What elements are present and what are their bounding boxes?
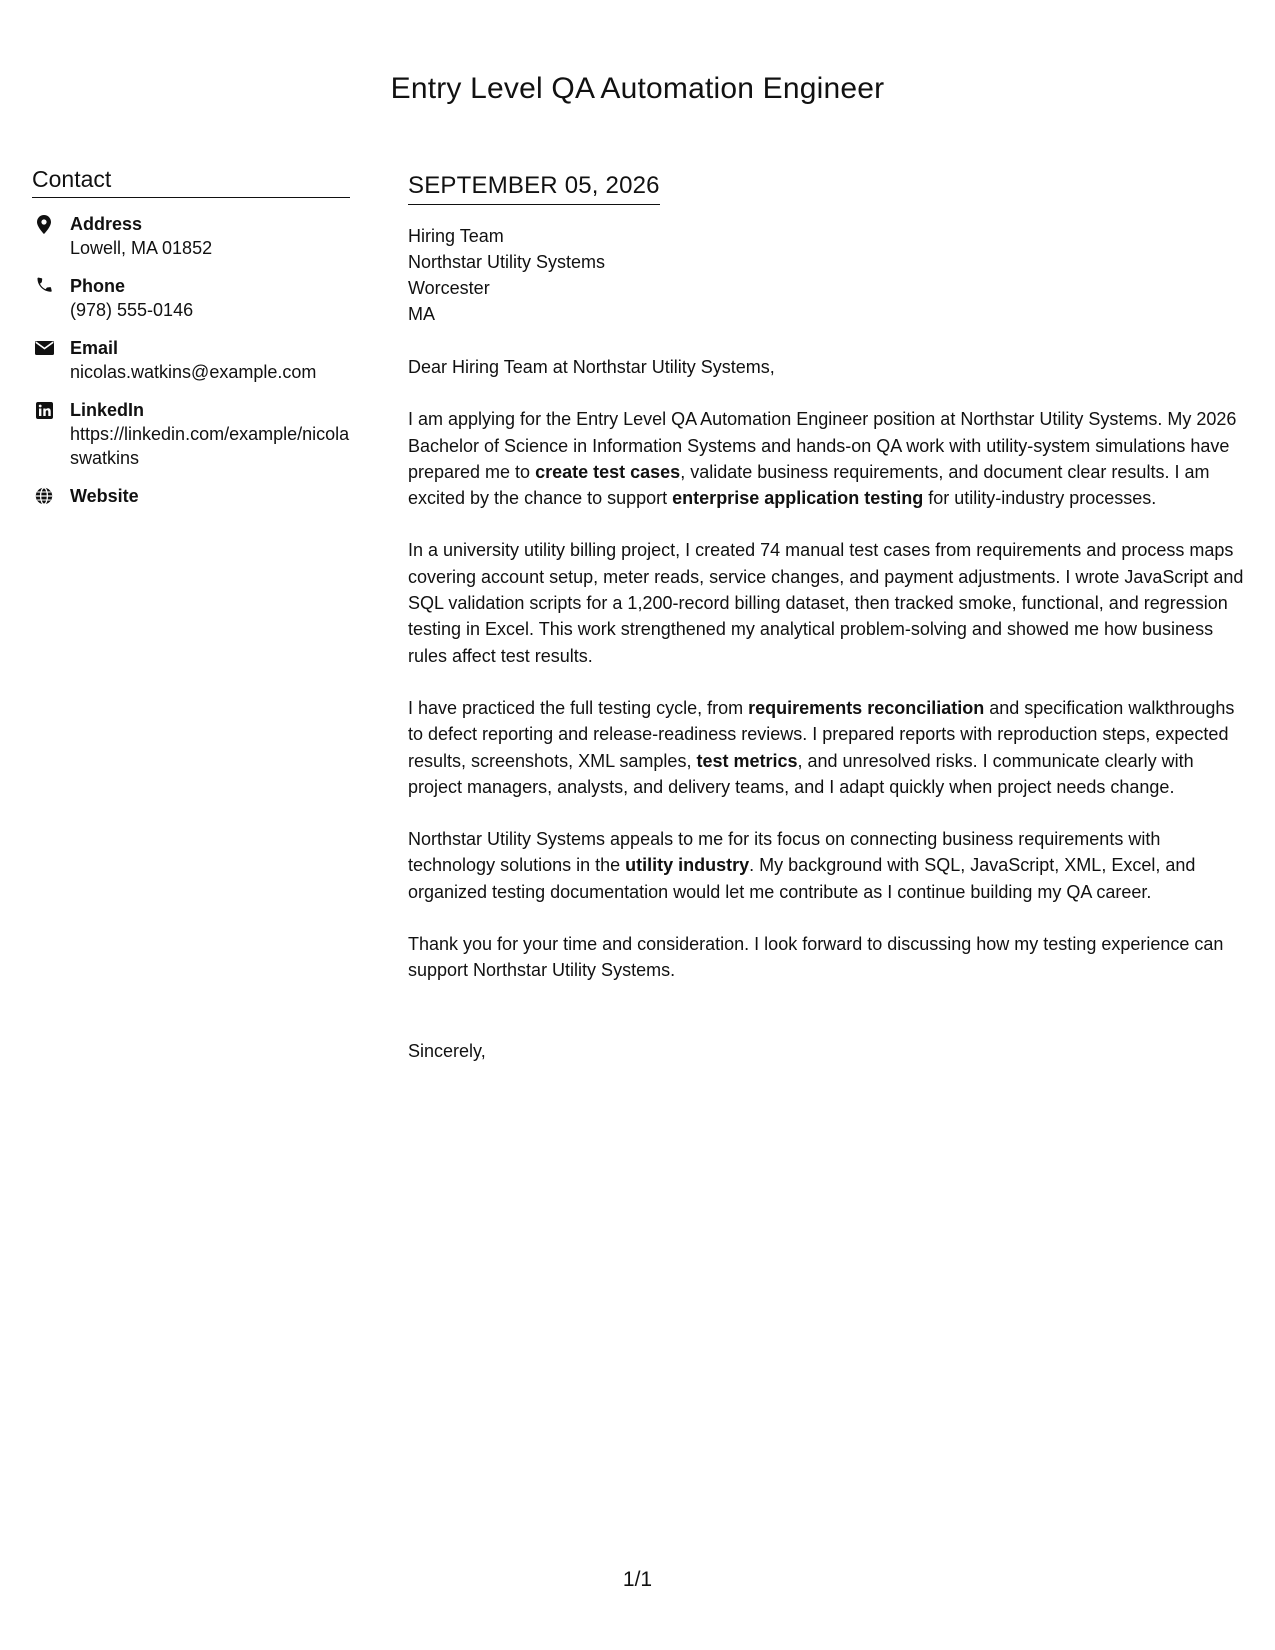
globe-icon	[32, 485, 56, 507]
paragraph-1	[408, 406, 1250, 511]
phone-label: Phone	[70, 276, 126, 296]
letter-date: SEPTEMBER 05, 2026	[408, 170, 660, 205]
text-span: and specification walkthroughs to defect reporting and release-readiness reviews. I prepared reports with reproduction steps, expected results, screenshots, XML samples,	[408, 697, 1235, 771]
phone-icon	[32, 275, 56, 297]
contact-address	[32, 212, 350, 260]
salutation: Dear Hiring Team at Northstar Utility Systems,	[408, 357, 775, 377]
map-pin-icon	[32, 213, 56, 235]
text-span: for utility-industry processes.	[923, 488, 1157, 509]
contact-linkedin	[32, 398, 350, 470]
phone-value: (978) 555-0146	[70, 300, 194, 320]
recipient-line: MA	[408, 304, 435, 324]
bold-keyword: requirements reconciliation	[748, 697, 985, 718]
text-span: . My background with SQL, JavaScript, XML, Excel, and organized testing documentation would let me contribute as I continue building my QA career.	[408, 855, 1196, 902]
bold-keyword: enterprise application testing	[672, 488, 924, 509]
contact-sidebar	[32, 166, 350, 522]
contact-email	[32, 336, 350, 384]
text-span: I have practiced the full testing cycle, from	[408, 697, 749, 718]
linkedin-value[interactable]: https://linkedin.com/example/nicolaswatkins	[70, 424, 350, 468]
paragraph-4	[408, 826, 1250, 905]
closing: Sincerely,	[408, 1040, 486, 1061]
contact-phone	[32, 274, 350, 322]
text-span: , and unresolved risks. I communicate clearly with project managers, analysts, and delivery teams, and I adapt quickly when project needs change.	[408, 750, 1194, 797]
envelope-icon	[32, 337, 56, 359]
letter-body	[408, 170, 1250, 1064]
bold-keyword: test metrics	[696, 750, 798, 771]
linkedin-label: LinkedIn	[70, 400, 145, 420]
text-span: Northstar Utility Systems appeals to me for its focus on connecting business requirements with technology solutions in the	[408, 829, 1161, 876]
page-number: 1/1	[622, 1568, 653, 1591]
email-label: Email	[70, 338, 119, 358]
recipient-block	[408, 223, 1250, 327]
website-label: Website	[70, 486, 139, 506]
recipient-line: Northstar Utility Systems	[408, 252, 606, 272]
contact-website	[32, 484, 350, 508]
paragraph-3	[408, 695, 1250, 800]
email-value[interactable]: nicolas.watkins@example.com	[70, 362, 317, 382]
paragraph-5: Thank you for your time and consideration. I look forward to discussing how my testing experience can support Northstar Utility Systems.	[408, 934, 1224, 981]
address-label: Address	[70, 214, 143, 234]
linkedin-icon	[32, 399, 56, 421]
bold-keyword: utility industry	[625, 855, 750, 876]
bold-keyword: create test cases	[535, 461, 681, 482]
text-span: , validate business requirements, and document clear results. I am excited by the chance to support	[408, 461, 1210, 509]
recipient-line: Worcester	[408, 278, 490, 298]
address-value: Lowell, MA 01852	[70, 238, 213, 258]
page-title: Entry Level QA Automation Engineer	[390, 72, 885, 105]
paragraph-2: In a university utility billing project, I created 74 manual test cases from requirements and process maps covering account setup, meter reads, service changes, and payment adjustments. I wrote JavaScript and SQL validation scripts for a 1,200-record billing dataset, then tracked smoke, functional, and regression testing in Excel. This work strengthened my analytical problem-solving and showed me how business rules affect test results.	[408, 540, 1244, 666]
recipient-line: Hiring Team	[408, 226, 504, 246]
text-span: I am applying for the Entry Level QA Automation Engineer position at Northstar Utility Systems. My 2026 Bachelor of Science in Information Systems and hands-on QA work with utility-system simulations have prepared me to	[408, 409, 1237, 482]
contact-heading: Contact	[32, 166, 350, 198]
